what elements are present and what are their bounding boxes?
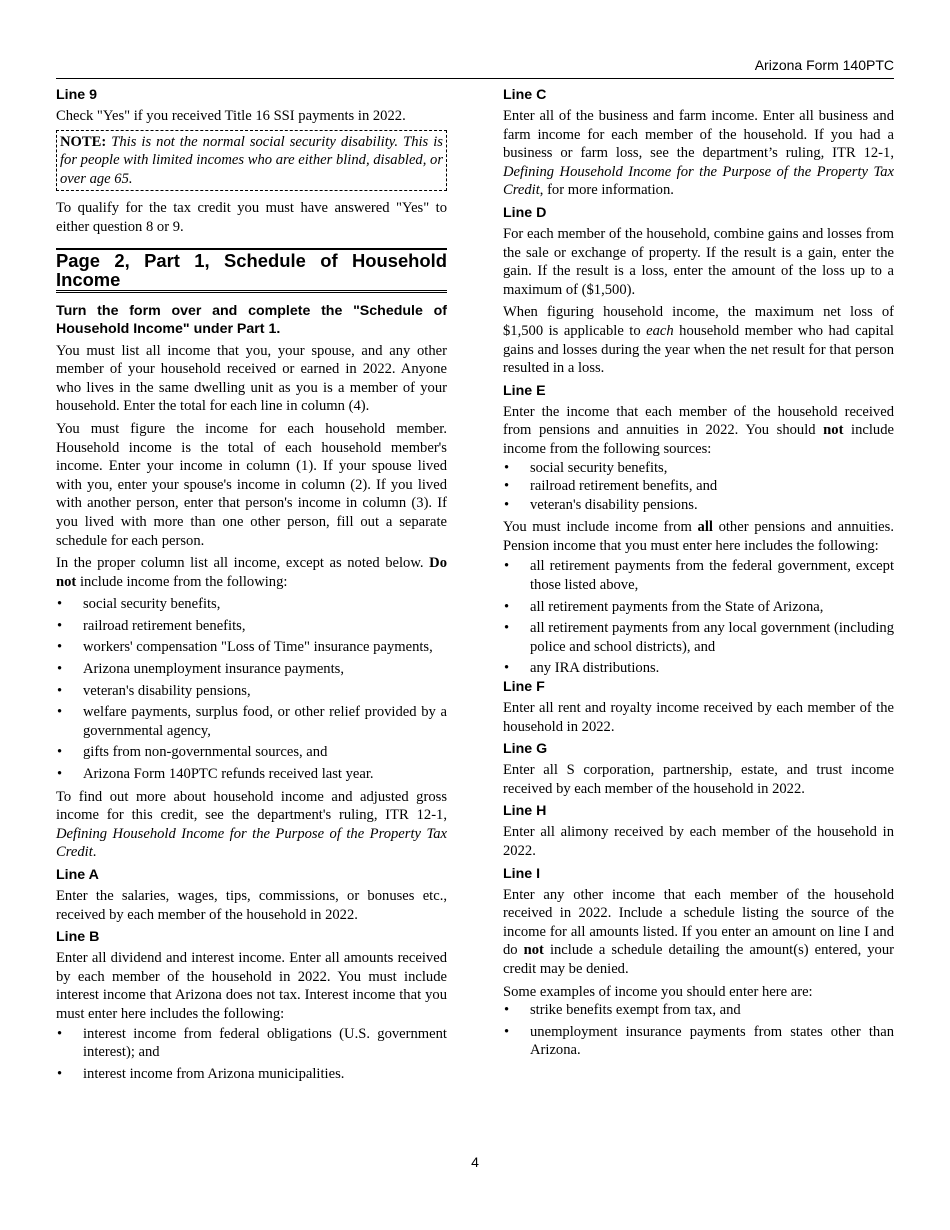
lineH-text: Enter all alimony received by each member of the household in 2022. xyxy=(503,824,894,859)
find-out-end: . xyxy=(92,844,97,861)
lineE-not: not xyxy=(823,422,844,439)
page-header: Arizona Form 140PTC xyxy=(56,56,894,79)
lineD-text2b: household member who had capital gains and losses during the year when the net result for that person resulted in a loss. xyxy=(503,322,894,377)
lineD-paragraph2 xyxy=(503,303,894,377)
lineE-text2-b: other pensions and annuities. Pension income that you must enter here includes the following: xyxy=(503,519,894,554)
lineI-examples: Some examples of income you should enter here are: xyxy=(503,983,813,1000)
list-item: • all retirement payments from the State of Arizona, xyxy=(503,598,894,617)
list-item: • unemployment insurance payments from states other than Arizona. xyxy=(503,1023,894,1060)
list-item: • social security benefits, xyxy=(503,459,894,478)
list-item: • all retirement payments from the federal government, except those listed above, xyxy=(503,557,894,594)
list-item: • interest income from Arizona municipalities. xyxy=(56,1065,447,1084)
lineE-paragraph xyxy=(503,403,894,459)
line9-text: Check "Yes" if you received Title 16 SSI payments in 2022. xyxy=(56,108,406,124)
list-item: • veteran's disability pensions. xyxy=(503,496,894,515)
lineB-list xyxy=(56,1025,447,1084)
lineB-text: Enter all dividend and interest income. Enter all amounts received by each member of the household in 2022. You must include interest income that Arizona does not tax. Interest income that you must enter here includes the following: xyxy=(56,950,447,1022)
proper-column-end: include income from the following: xyxy=(79,573,288,590)
lineD-text: For each member of the household, combine gains and losses from the sale or exchange of property. If the result is a gain, enter the gain. If the result is a loss, enter the amount of the loss up to a maximum of ($1,500). xyxy=(503,225,894,298)
list-item: • Arizona unemployment insurance payments, xyxy=(56,660,447,679)
left-column xyxy=(56,86,447,1087)
exclude-list xyxy=(56,595,447,783)
lineC-ruling-title: Defining Household Income for the Purpose of the Property Tax Credit xyxy=(503,163,894,199)
lineI-text-a: Enter any other income that each member of the household received in 2022. Include a schedule listing the source of the income for all amounts listed. If you enter an amount on line I and do xyxy=(503,886,894,959)
lineF-text: Enter all rent and royalty income received by each member of the household in 2022. xyxy=(503,700,894,735)
lineD-text2a: When figuring household income, the maximum net loss of $1,500 is applicable to xyxy=(503,304,894,339)
lineI-heading: Line I xyxy=(503,865,541,882)
figure-income-paragraph: You must figure the income for each household member. Household income is the total of each household member's income. Enter your income in column (1). If your spouse lived with you, enter your spouse's income in column (2). If you lived with another person, enter that person's income in column (3). If you lived with more than one other person, fill out a separate schedule for each person. xyxy=(56,420,447,549)
lineE-exclude-list xyxy=(503,459,894,515)
list-item: • railroad retirement benefits, xyxy=(56,617,447,636)
note-text: This is not the normal social security disability. This is for people with limited incomes who are either blind, disabled, or over age 65. xyxy=(60,133,443,187)
lineG-text: Enter all S corporation, partnership, estate, and trust income received by each member of the household in 2022. xyxy=(503,762,894,797)
proper-column-text: In the proper column list all income, except as noted below. xyxy=(56,555,424,572)
list-item: • railroad retirement benefits, and xyxy=(503,477,894,496)
lineG-heading: Line G xyxy=(503,741,548,758)
proper-column-paragraph xyxy=(56,554,447,591)
list-item: • welfare payments, surplus food, or other relief provided by a governmental agency, xyxy=(56,703,447,740)
note-label: NOTE: xyxy=(60,133,107,150)
lineF-heading: Line F xyxy=(503,679,545,696)
lineE-text2-a: You must include income from xyxy=(503,519,692,536)
lineB-heading: Line B xyxy=(56,929,100,946)
list-item: • all retirement payments from any local government (including police and school districts), and xyxy=(503,619,894,656)
lineA-heading: Line A xyxy=(56,867,99,883)
turn-form-instruction: Turn the form over and complete the "Schedule of Household Income" under Part 1. xyxy=(56,302,447,337)
list-item: • gifts from non-governmental sources, and xyxy=(56,743,447,762)
lineC-heading: Line C xyxy=(503,87,547,103)
find-out-text: To find out more about household income and adjusted gross income for this credit, see the department's ruling, ITR 12-1, xyxy=(56,788,447,824)
lineE-text-a: Enter the income that each member of the household received from pensions and annuities in 2022. You should xyxy=(503,403,894,439)
list-item: • workers' compensation "Loss of Time" insurance payments, xyxy=(56,638,447,657)
lineC-end: , for more information. xyxy=(539,182,674,199)
lineE-heading: Line E xyxy=(503,382,546,399)
line9-heading: Line 9 xyxy=(56,87,97,103)
section-title: Page 2, Part 1, Schedule of Household Income xyxy=(56,248,447,293)
lineI-paragraph xyxy=(503,886,894,979)
lineI-list xyxy=(503,1001,894,1060)
right-column xyxy=(503,86,894,1064)
list-all-income-paragraph: You must list all income that you, your spouse, and any other member of your household received or earned in 2022. Anyone who lives in the same dwelling unit as you is a member of your household. Enter the total for each line in column (4). xyxy=(56,342,447,415)
lineE-paragraph2 xyxy=(503,518,894,555)
lineC-text: Enter all of the business and farm income. Enter all business and farm income for each member of the household. If you had a business or farm loss, see the department’s ruling, ITR 12-1, xyxy=(503,108,894,162)
list-item: • social security benefits, xyxy=(56,595,447,614)
lineE-text-b: include income from the following sources: xyxy=(503,422,894,457)
qualify-text: To qualify for the tax credit you must have answered "Yes" to either question 8 or 9. xyxy=(56,200,447,235)
page-number: 4 xyxy=(471,1154,479,1170)
lineH-heading: Line H xyxy=(503,803,547,820)
find-out-paragraph xyxy=(56,788,447,862)
lineD-heading: Line D xyxy=(503,204,547,221)
list-item: • veteran's disability pensions, xyxy=(56,682,447,701)
lineD-each: each xyxy=(646,322,674,339)
lineE-include-list xyxy=(503,557,894,678)
lineC-paragraph xyxy=(503,107,894,200)
list-item: • Arizona Form 140PTC refunds received last year. xyxy=(56,765,447,784)
lineI-text-b: include a schedule detailing the amount(s) entered, your credit may be denied. xyxy=(503,942,894,977)
lineE-all: all xyxy=(697,519,713,536)
list-item: • any IRA distributions. xyxy=(503,659,894,678)
ruling-title: Defining Household Income for the Purpose of the Property Tax Credit xyxy=(56,825,447,861)
list-item: • strike benefits exempt from tax, and xyxy=(503,1001,894,1020)
note-box xyxy=(56,130,447,192)
lineI-not: not xyxy=(523,942,544,959)
list-item: • interest income from federal obligations (U.S. government interest); and xyxy=(56,1025,447,1062)
lineA-text: Enter the salaries, wages, tips, commissions, or bonuses etc., received by each member of the household in 2022. xyxy=(56,888,447,923)
do-not-emphasis: Do not xyxy=(56,555,448,590)
